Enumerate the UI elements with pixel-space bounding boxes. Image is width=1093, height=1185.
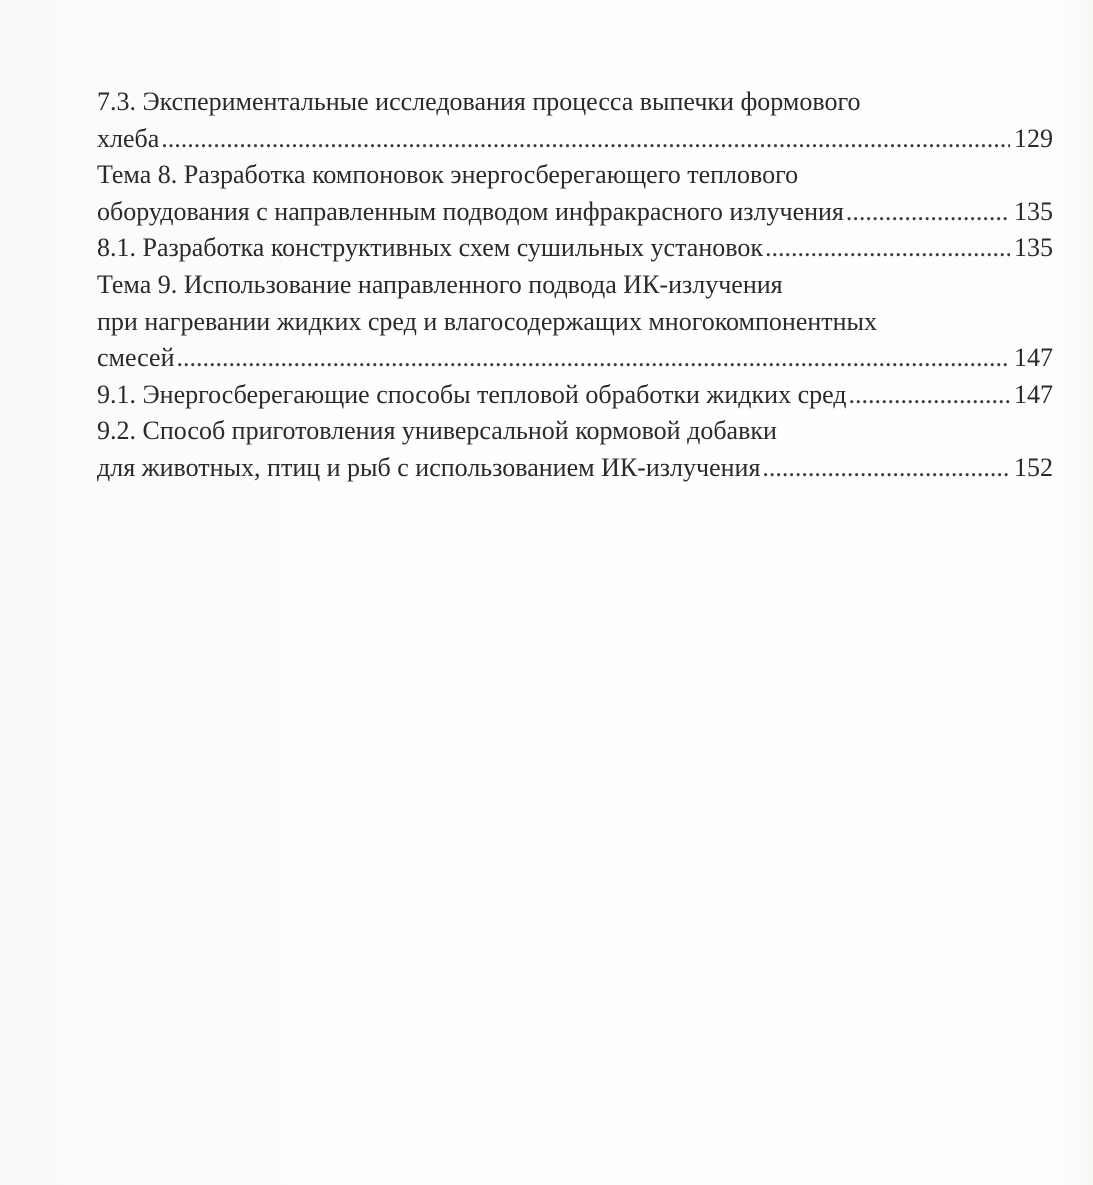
page-number: 147 bbox=[1014, 343, 1053, 373]
dot-leader bbox=[762, 450, 1010, 487]
toc-last-line bbox=[97, 194, 1053, 231]
toc-text: для животных, птиц и рыб с использованием ИК-излучения bbox=[97, 452, 761, 482]
toc-line: Тема 8. Разработка компоновок энергосберегающего теплового bbox=[97, 160, 799, 190]
dot-leader bbox=[849, 377, 1010, 414]
toc-entry-theme-9 bbox=[97, 267, 1053, 377]
toc-entry-9-2 bbox=[97, 413, 1053, 486]
toc-entry-7-3 bbox=[97, 84, 1053, 157]
toc-last-line bbox=[97, 450, 1053, 487]
toc-last-line bbox=[97, 121, 1053, 158]
dot-leader bbox=[846, 194, 1010, 231]
dot-leader bbox=[177, 340, 1011, 377]
toc-line: 7.3. Экспериментальные исследования процесса выпечки формового bbox=[97, 87, 861, 116]
toc-text: смесей bbox=[97, 343, 175, 373]
toc-text: оборудования с направленным подводом инфракрасного излучения bbox=[97, 196, 844, 226]
page-number: 135 bbox=[1014, 196, 1053, 226]
toc-last-line bbox=[97, 377, 1053, 414]
page-number: 147 bbox=[1014, 379, 1053, 409]
page-number: 152 bbox=[1014, 452, 1053, 482]
toc-entry-8-1 bbox=[97, 230, 1053, 267]
toc-text: 8.1. Разработка конструктивных схем сушильных установок bbox=[97, 233, 763, 263]
toc-last-line bbox=[97, 230, 1053, 267]
toc-entry-9-1 bbox=[97, 377, 1053, 414]
table-of-contents bbox=[97, 84, 1053, 487]
page-edge-shade bbox=[1063, 0, 1093, 1185]
toc-text: 9.1. Энергосберегающие способы тепловой обработки жидких сред bbox=[97, 379, 847, 409]
toc-line: Тема 9. Использование направленного подвода ИК-излучения bbox=[97, 269, 783, 299]
toc-line: при нагревании жидких сред и влагосодержащих многокомпонентных bbox=[97, 306, 878, 336]
toc-text: хлеба bbox=[97, 123, 160, 153]
toc-line: 9.2. Способ приготовления универсальной кормовой добавки bbox=[97, 416, 777, 446]
page-number: 129 bbox=[1014, 123, 1053, 153]
dot-leader bbox=[161, 121, 1010, 158]
dot-leader bbox=[765, 230, 1010, 267]
toc-entry-theme-8 bbox=[97, 157, 1053, 230]
toc-last-line bbox=[97, 340, 1053, 377]
page-number: 135 bbox=[1014, 233, 1053, 263]
